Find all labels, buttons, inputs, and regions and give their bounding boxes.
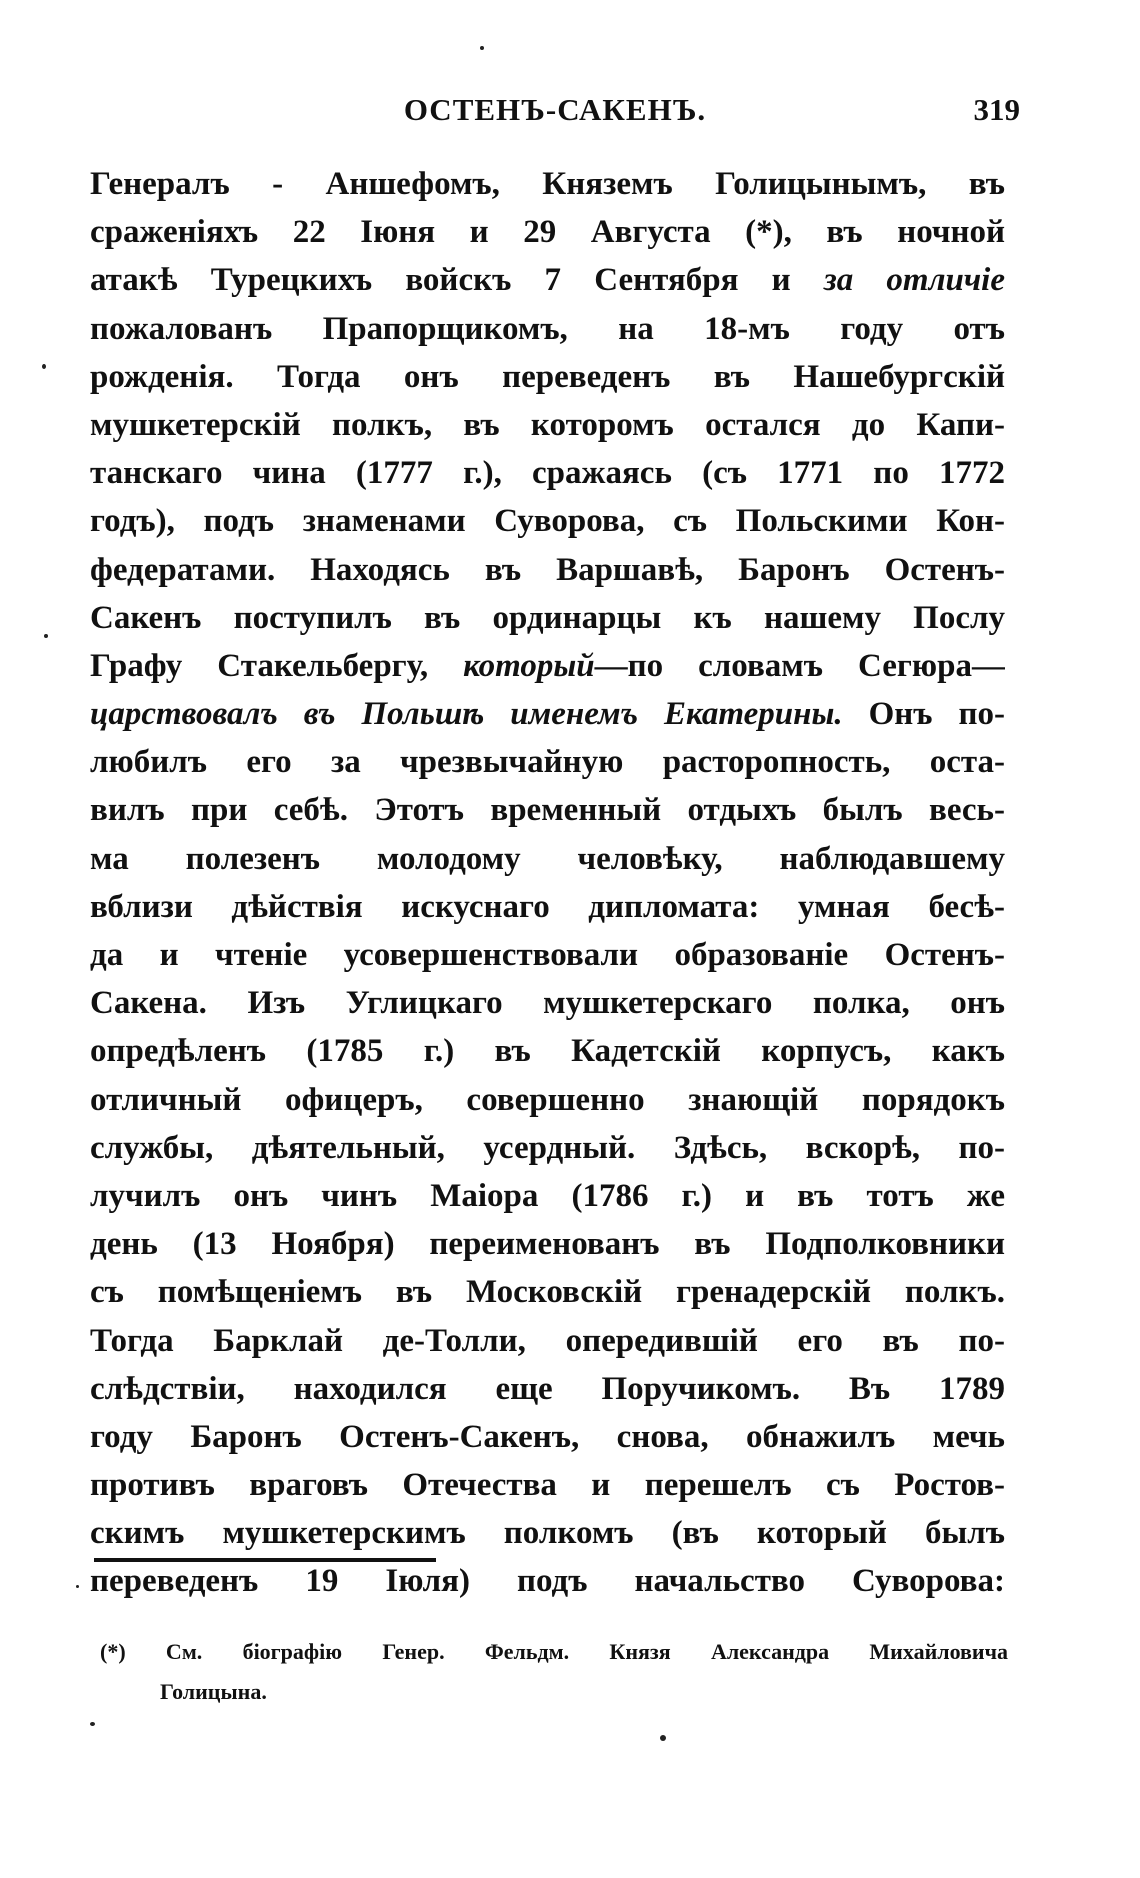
text-run: переведенъ 19 Іюля) подъ начальство Суворова: <box>90 1563 1005 1600</box>
footnote-line: Голицына. <box>160 1679 267 1704</box>
text-line <box>90 1076 1005 1124</box>
text-line <box>90 1509 1005 1557</box>
footnote <box>100 1632 1008 1712</box>
scan-speck <box>76 1585 79 1588</box>
text-line <box>90 786 1005 834</box>
scan-speck <box>90 1722 95 1726</box>
italic-text: за отличіе <box>823 262 1005 299</box>
text-line <box>90 449 1005 497</box>
text-run: атакѣ Турецкихъ войскъ 7 Сентября и <box>90 262 824 299</box>
text-line <box>90 1461 1005 1509</box>
text-run: ма полезенъ молодому человѣку, наблюдавшему <box>90 840 1005 877</box>
text-run: Онъ по- <box>842 696 1005 733</box>
text-run: лучилъ онъ чинъ Маіора (1786 г.) и въ тотъ же <box>90 1177 1005 1214</box>
text-line <box>90 1027 1005 1075</box>
text-line <box>90 1268 1005 1316</box>
italic-text: царствовалъ въ Польшѣ именемъ Екатерины. <box>90 696 843 733</box>
text-line <box>90 931 1005 979</box>
text-line <box>90 208 1005 256</box>
text-line <box>90 160 1005 208</box>
text-line <box>90 1172 1005 1220</box>
italic-text: который <box>463 647 595 684</box>
running-head <box>90 92 1020 132</box>
text-line <box>90 738 1005 786</box>
text-run: слѣдствіи, находился еще Поручикомъ. Въ 1789 <box>90 1370 1005 1407</box>
text-line <box>90 979 1005 1027</box>
text-run: годъ), подъ знаменами Суворова, съ Польскими Кон- <box>90 503 1005 540</box>
text-line <box>90 642 1005 690</box>
text-line <box>90 1124 1005 1172</box>
text-run: вилъ при себѣ. Этотъ временный отдыхъ былъ весь- <box>90 792 1005 829</box>
scan-speck <box>44 634 48 638</box>
scan-speck <box>42 364 46 369</box>
text-run: да и чтеніе усовершенствовали образованіе Остенъ- <box>90 937 1005 973</box>
text-line <box>90 1413 1005 1461</box>
footnote-rule <box>94 1558 436 1562</box>
text-run: году Баронъ Остенъ-Сакенъ, снова, обнажилъ мечь <box>90 1418 1005 1455</box>
text-run: Генералъ - Аншефомъ, Княземъ Голицынымъ, въ <box>90 166 1005 202</box>
text-run: любилъ его за чрезвычайную расторопность, оста- <box>90 744 1005 781</box>
text-line <box>90 1317 1005 1365</box>
text-line <box>90 546 1005 594</box>
text-line <box>90 305 1005 353</box>
text-run: мушкетерскій полкъ, въ которомъ остался до Капи- <box>90 406 1005 443</box>
text-run: пожалованъ Прапорщикомъ, на 18-мъ году отъ <box>90 310 1005 347</box>
text-run: вблизи дѣйствія искуснаго дипломата: умная бесѣ- <box>90 888 1005 925</box>
text-line <box>90 353 1005 401</box>
text-run: съ помѣщеніемъ въ Московскій гренадерскій полкъ. <box>90 1274 1005 1311</box>
text-line <box>90 690 1005 738</box>
text-line <box>90 1557 1005 1605</box>
scan-speck <box>660 1735 666 1741</box>
text-run: службы, дѣятельный, усердный. Здѣсь, вскорѣ, по- <box>90 1129 1005 1166</box>
text-line <box>90 401 1005 449</box>
text-line <box>90 1365 1005 1413</box>
text-line <box>90 883 1005 931</box>
text-run: Графу Стакельбергу, <box>90 647 464 684</box>
text-run: Тогда Барклай де-Толли, опередившій его въ по- <box>90 1322 1005 1359</box>
text-line <box>90 497 1005 545</box>
text-line <box>90 594 1005 642</box>
text-run: отличный офицеръ, совершенно знающій порядокъ <box>90 1081 1005 1118</box>
footnote-line: (*) См. біографію Генер. Фельдм. Князя Александра Михайловича <box>100 1639 1008 1664</box>
text-run: танскаго чина (1777 г.), сражаясь (съ 1771 по 1772 <box>90 455 1005 492</box>
running-title: ОСТЕНЪ-САКЕНЪ. <box>403 92 707 127</box>
text-run: день (13 Ноября) переименованъ въ Подполковники <box>90 1226 1005 1263</box>
text-line <box>90 835 1005 883</box>
text-run: противъ враговъ Отечества и перешелъ съ Ростов- <box>90 1467 1005 1504</box>
text-run: скимъ мушкетерскимъ полкомъ (въ который былъ <box>90 1515 1005 1552</box>
text-run: рожденія. Тогда онъ переведенъ въ Нашебургскій <box>90 358 1005 395</box>
text-run: сраженіяхъ 22 Іюня и 29 Августа (*), въ ночной <box>90 214 1005 251</box>
text-run: Сакена. Изъ Углицкаго мушкетерскаго полка, онъ <box>90 985 1005 1022</box>
body-text <box>90 160 1005 1606</box>
text-line <box>90 1220 1005 1268</box>
text-run: федератами. Находясь въ Варшавѣ, Баронъ Остенъ- <box>90 551 1005 588</box>
text-run: —по словамъ Сегюра— <box>594 647 1005 684</box>
text-run: опредѣленъ (1785 г.) въ Кадетскій корпусъ, какъ <box>90 1033 1005 1070</box>
scan-speck <box>480 46 484 50</box>
page-number: 319 <box>973 92 1020 127</box>
text-line <box>90 256 1005 304</box>
text-run: Сакенъ поступилъ въ ординарцы къ нашему Послу <box>90 599 1005 636</box>
